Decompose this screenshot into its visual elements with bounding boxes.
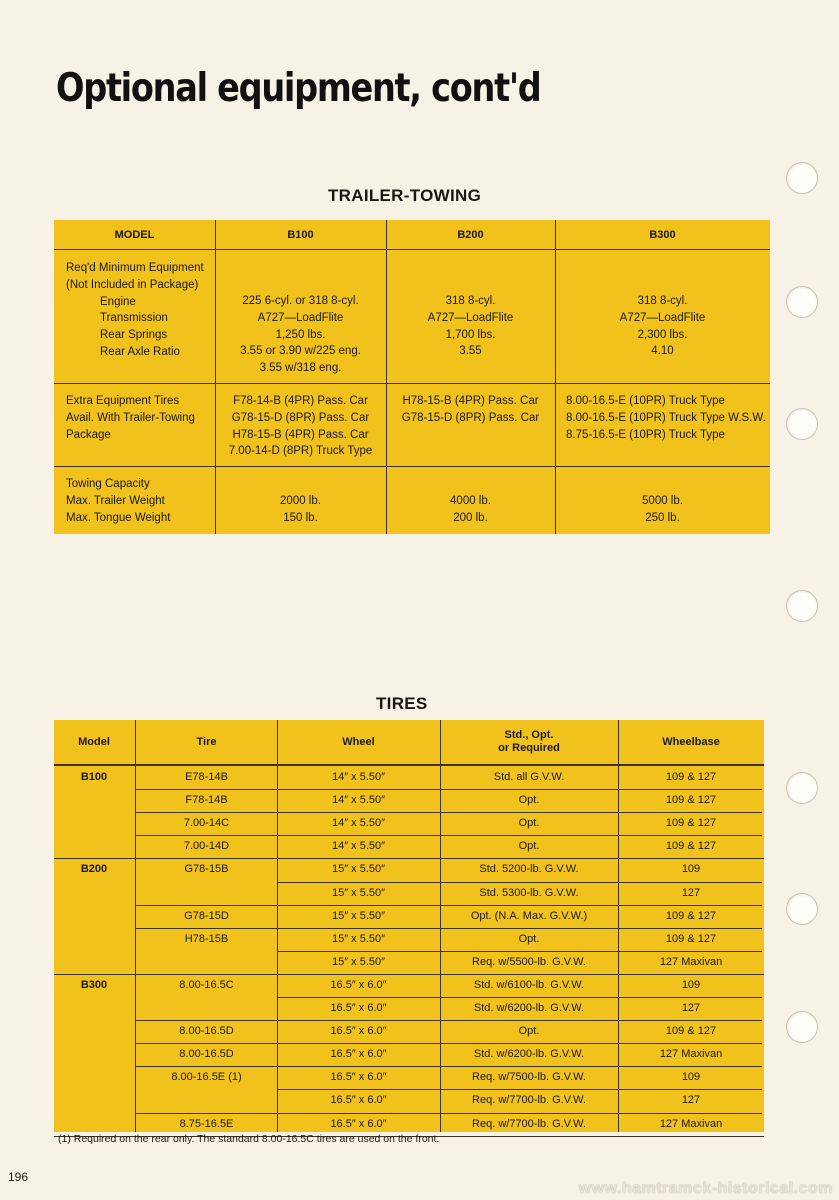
extra-tires-b100: F78-14-B (4PR) Pass. Car G78-15-D (8PR) Pass. Car H78-15-B (4PR) Pass. Car 7.00-14-D (8PR) Truck Type <box>228 395 373 458</box>
tires-cell: 109 & 127 <box>665 817 717 830</box>
tires-cell: 127 Maxivan <box>659 1117 723 1130</box>
tires-cell: 15″ x 5.50″ <box>331 863 386 876</box>
tires-cell: 7.00-14D <box>183 840 230 853</box>
tires-cell: 16.5″ x 6.0″ <box>330 1025 387 1038</box>
punch-hole <box>786 772 818 804</box>
tires-cell: 14″ x 5.50″ <box>331 771 386 783</box>
tires-cell: Std. all G.V.W. <box>493 771 565 783</box>
tires-cell: 16.5″ x 6.0″ <box>330 1117 387 1130</box>
req-min-b100: 225 6-cyl. or 318 8-cyl. A727—LoadFlite 1,250 lbs. 3.55 or 3.90 w/225 eng. 3.55 w/318 eng. <box>240 295 361 375</box>
punch-hole <box>786 162 818 194</box>
tires-cell: 127 <box>681 1002 701 1014</box>
tires-cell: Opt. (N.A. Max. G.V.W.) <box>470 909 588 922</box>
tires-cell: 127 <box>681 1094 701 1107</box>
tires-cell: F78-14B <box>185 794 228 807</box>
req-min-b300: 318 8-cyl. A727—LoadFlite 2,300 lbs. 4.10 <box>619 295 706 358</box>
tires-cell: G78-15B <box>184 863 229 876</box>
tires-cell <box>136 882 277 905</box>
req-min-b200: 318 8-cyl. A727—LoadFlite 1,700 lbs. 3.55 <box>427 295 514 358</box>
tires-cell: 8.75-16.5E <box>179 1117 234 1130</box>
tires-cell: G78-15D <box>184 909 229 922</box>
tires-cell: 16.5″ x 6.0″ <box>330 978 387 991</box>
tires-cell: Req. w/7500-lb. G.V.W. <box>472 1071 586 1084</box>
trailer-table-header <box>54 220 770 250</box>
tires-cell: 109 & 127 <box>665 909 717 922</box>
tires-cell: 16.5″ x 6.0″ <box>330 1048 387 1061</box>
towing-labels: Towing Capacity Max. Trailer Weight Max. Tongue Weight <box>66 478 171 524</box>
tires-cell: Std. 5300-lb. G.V.W. <box>479 886 579 899</box>
tires-cell: 14″ x 5.50″ <box>331 794 386 807</box>
tires-model-b200: B200 <box>80 863 108 876</box>
punch-hole <box>786 1011 818 1043</box>
tires-cell: 14″ x 5.50″ <box>331 840 386 853</box>
tires-cell <box>136 1089 277 1112</box>
extra-tires-b300: 8.00-16.5-E (10PR) Truck Type 8.00-16.5-E (10PR) Truck Type W.S.W. 8.75-16.5-E (10PR) Truck Type <box>566 395 766 441</box>
towing-b200: 4000 lb. 200 lb. <box>450 495 491 524</box>
tires-cell <box>136 951 277 974</box>
tires-cell: 8.00-16.5C <box>179 978 234 991</box>
tires-cell: Opt. <box>518 817 540 830</box>
tires-cell: Std. w/6200-lb. G.V.W. <box>473 1048 585 1061</box>
header-model: MODEL <box>114 229 155 241</box>
tires-cell: Req. w/5500-lb. G.V.W. <box>472 955 586 968</box>
tires-cell: 15″ x 5.50″ <box>331 932 386 945</box>
header-b100: B100 <box>287 229 314 241</box>
tires-cell: 14″ x 5.50″ <box>331 817 386 830</box>
tires-cell: Req. w/7700-lb. G.V.W. <box>472 1117 586 1130</box>
tires-cell: 109 & 127 <box>665 840 717 853</box>
footnote: (1) Required on the rear only. The standard 8.00-16.5C tires are used on the front. <box>58 1133 440 1145</box>
tires-cell: 15″ x 5.50″ <box>331 886 386 899</box>
punch-hole <box>786 590 818 622</box>
tires-model-b100: B100 <box>80 771 108 783</box>
tires-cell: 127 Maxivan <box>659 1048 723 1061</box>
tires-cell: Std. w/6100-lb. G.V.W. <box>473 978 585 991</box>
trailer-towing-heading: TRAILER-TOWING <box>328 186 482 205</box>
tires-cell: 109 <box>681 863 701 876</box>
tires-cell: Opt. <box>518 840 540 853</box>
tires-cell: Opt. <box>518 932 540 945</box>
tires-header-wheelbase: Wheelbase <box>662 735 720 748</box>
tires-cell: 127 <box>681 886 701 899</box>
tires-cell: 127 Maxivan <box>659 955 723 968</box>
tires-cell: 16.5″ x 6.0″ <box>330 1002 387 1014</box>
tires-cell: 7.00-14C <box>183 817 230 830</box>
tires-cell: 109 <box>681 1071 701 1084</box>
page-title: Optional equipment, cont'd <box>56 66 541 111</box>
header-b200: B200 <box>457 229 484 241</box>
tires-header-std-opt: Std., Opt. or Required <box>498 729 560 754</box>
tires-cell: 16.5″ x 6.0″ <box>330 1094 387 1107</box>
tires-cell: Std. 5200-lb. G.V.W. <box>479 863 579 876</box>
towing-b300: 5000 lb. 250 lb. <box>642 495 683 524</box>
tires-cell: 109 & 127 <box>665 771 717 783</box>
tires-model-b300: B300 <box>80 978 108 991</box>
tires-cell: Std. w/6200-lb. G.V.W. <box>473 1002 585 1014</box>
tires-cell <box>136 997 277 1020</box>
tires-table <box>54 720 764 1132</box>
tires-cell: 15″ x 5.50″ <box>331 955 386 968</box>
tires-cell: E78-14B <box>185 771 228 783</box>
tires-cell: 8.00-16.5D <box>179 1048 234 1061</box>
tires-header-wheel: Wheel <box>342 735 375 748</box>
extra-tires-b200: H78-15-B (4PR) Pass. Car G78-15-D (8PR) Pass. Car <box>401 395 540 424</box>
tires-cell: Opt. <box>518 794 540 807</box>
punch-hole <box>786 286 818 318</box>
trailer-towing-table <box>54 220 770 534</box>
tires-cell: 109 & 127 <box>665 794 717 807</box>
watermark: www.hamtramck-historical.com <box>578 1180 833 1197</box>
tires-heading: TIRES <box>376 694 428 713</box>
tires-cell: 16.5″ x 6.0″ <box>330 1071 387 1084</box>
tires-cell: 109 <box>681 978 701 991</box>
tires-cell: 109 & 127 <box>665 1025 717 1038</box>
extra-tires-labels: Extra Equipment Tires Avail. With Trailer-Towing Package <box>66 395 195 441</box>
tires-cell: Opt. <box>518 1025 540 1038</box>
punch-hole <box>786 893 818 925</box>
header-b300: B300 <box>649 229 676 241</box>
tires-header-model: Model <box>78 735 110 748</box>
tires-cell: Req. w/7700-lb. G.V.W. <box>472 1094 586 1107</box>
page-number: 196 <box>8 1170 29 1184</box>
tires-cell: 109 & 127 <box>665 932 717 945</box>
punch-hole <box>786 408 818 440</box>
tires-cell: 15″ x 5.50″ <box>331 909 386 922</box>
tires-cell: 8.00-16.5E (1) <box>171 1071 242 1084</box>
tires-cell: H78-15B <box>184 932 229 945</box>
towing-b100: 2000 lb. 150 lb. <box>280 495 321 524</box>
req-min-labels: Req'd Minimum Equipment (Not Included in Package) Engine Transmission Rear Springs Rear Axle Ratio <box>66 262 204 358</box>
tires-cell: 8.00-16.5D <box>179 1025 234 1038</box>
tires-header-tire: Tire <box>196 735 217 748</box>
